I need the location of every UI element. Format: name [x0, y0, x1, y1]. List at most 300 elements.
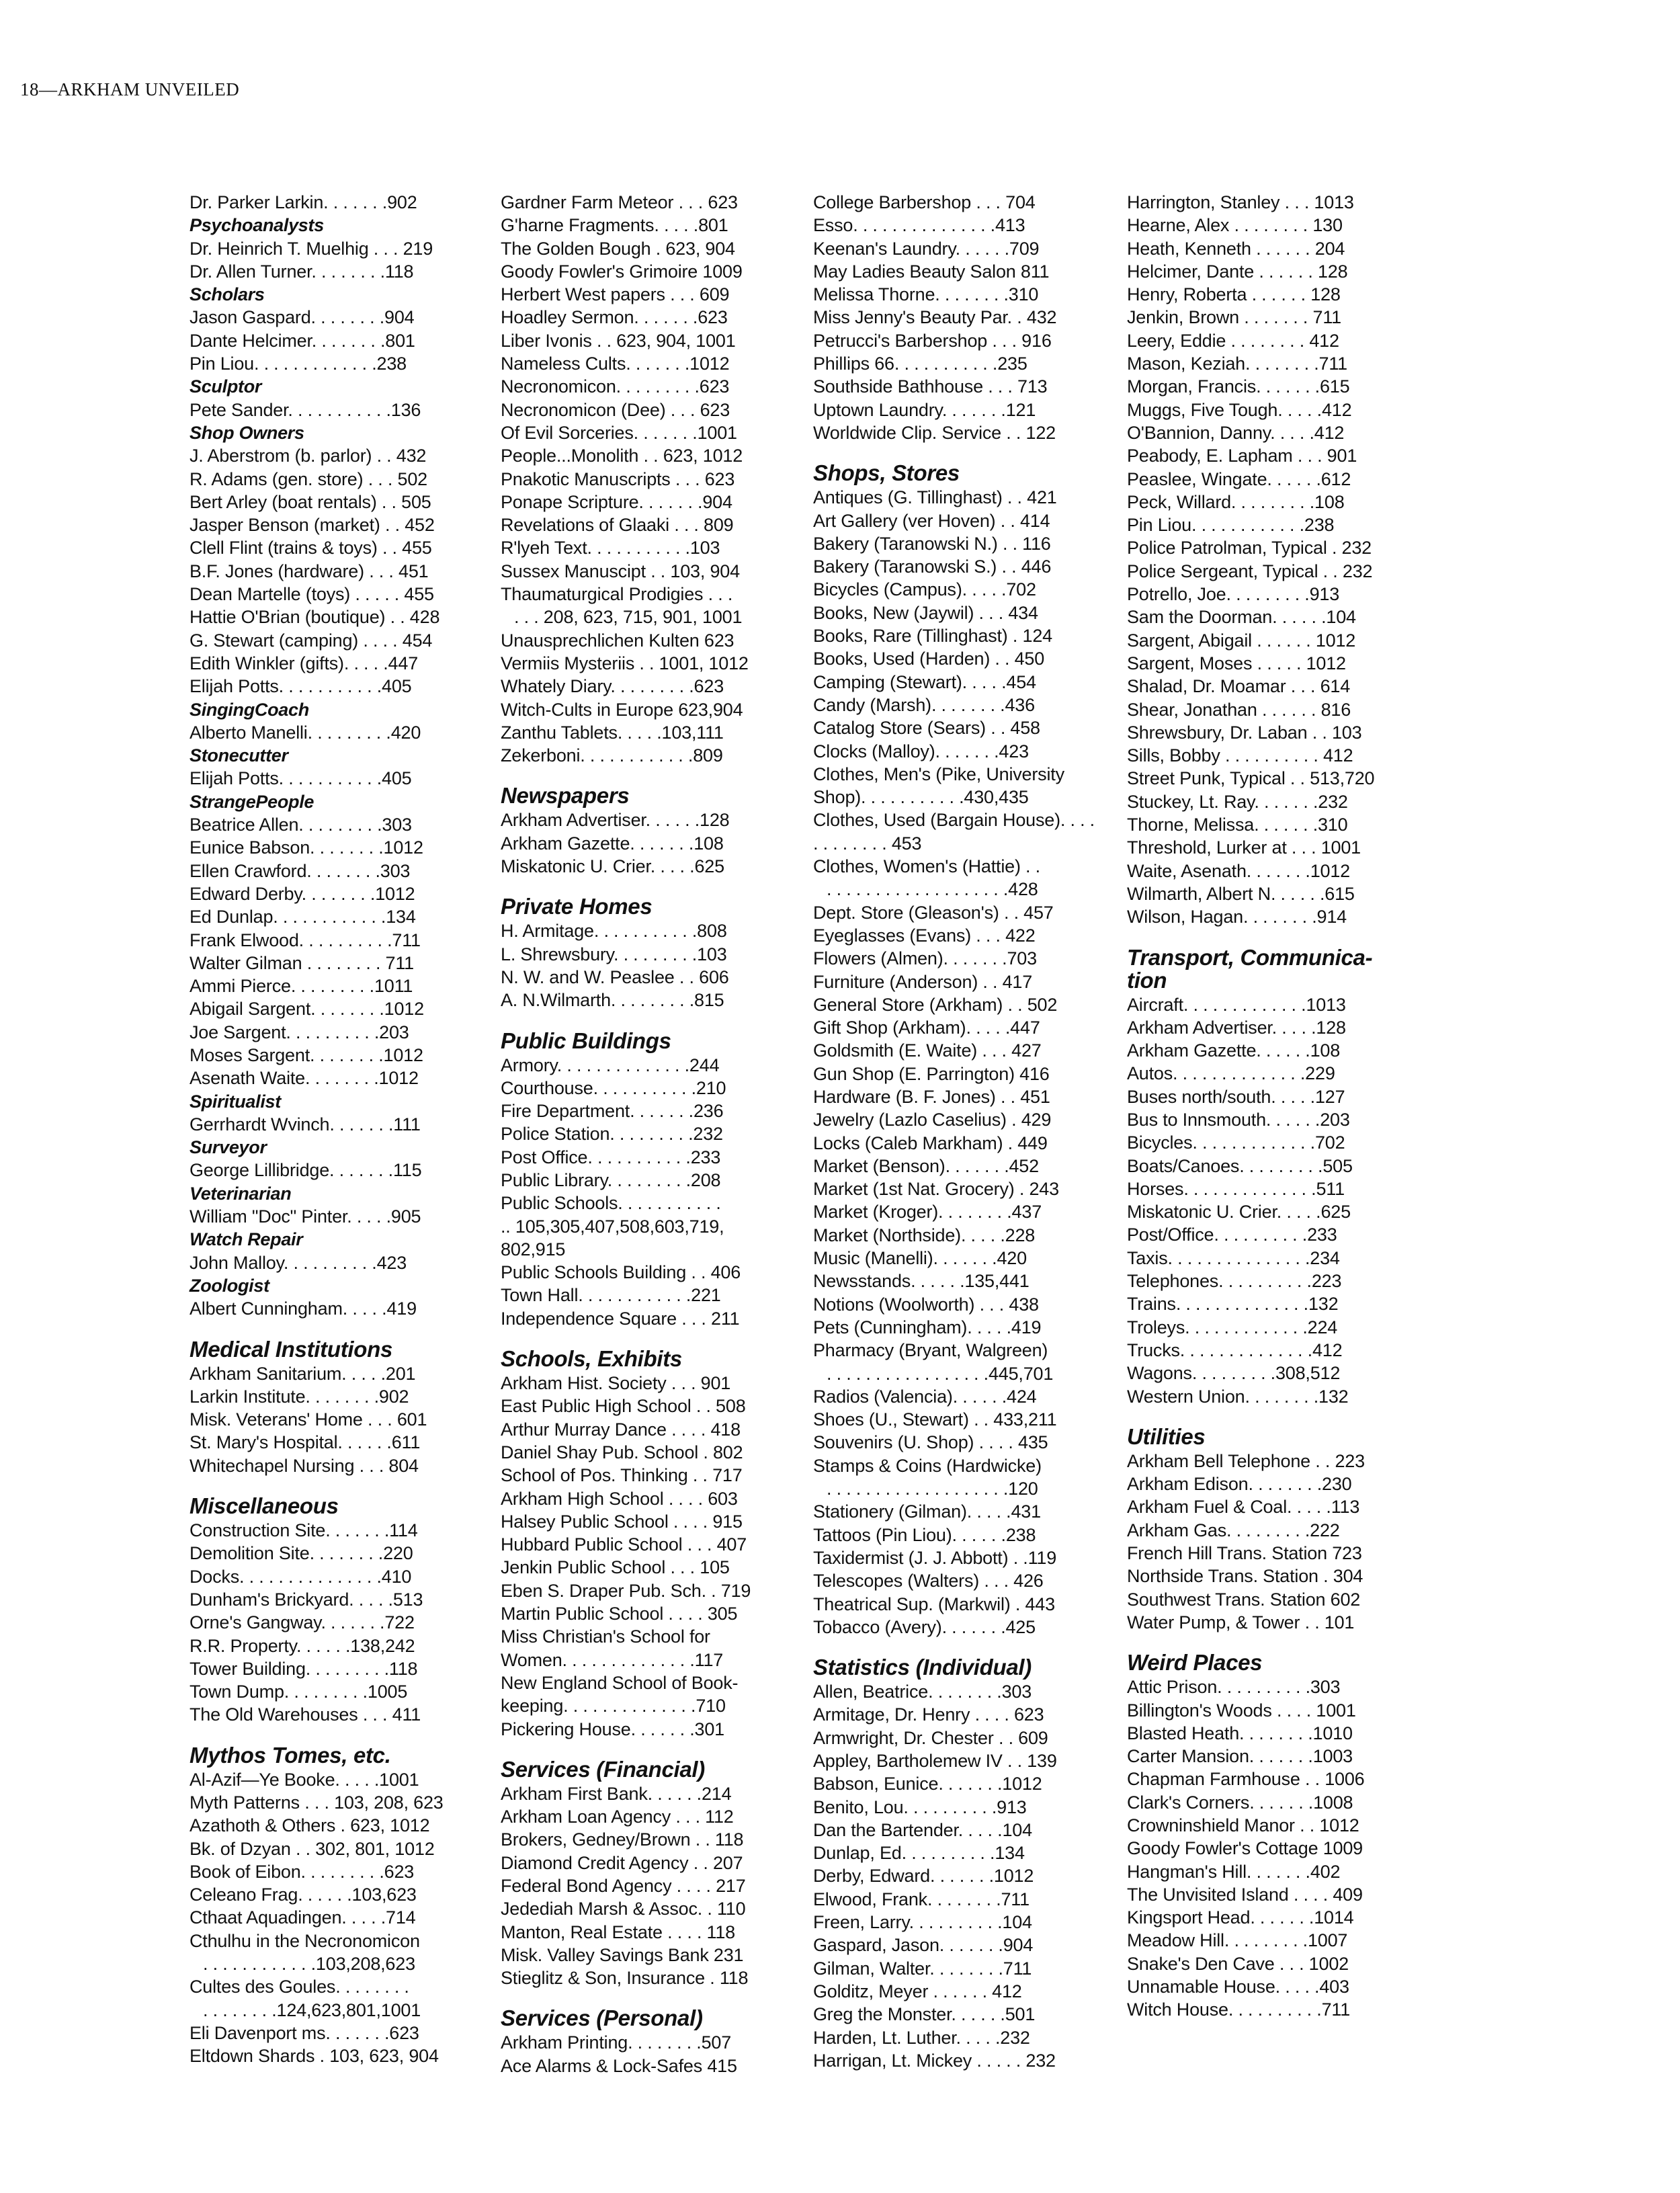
index-entry: Autos. . . . . . . . . . . . . .229 [1127, 1063, 1335, 1084]
index-entry: Dr. Parker Larkin. . . . . . .902 [190, 192, 417, 212]
page-header: 18—ARKHAM UNVEILED [20, 79, 240, 99]
index-entry: Potrello, Joe. . . . . . . . .913 [1127, 584, 1340, 605]
index-entry: Harrington, Stanley . . . 1013 [1127, 192, 1354, 212]
index-entry: Jenkin Public School . . . 105 [501, 1557, 730, 1578]
index-entry: H. Armitage. . . . . . . . . . .808 [501, 921, 727, 942]
index-entry: Boats/Canoes. . . . . . . . .505 [1127, 1155, 1353, 1176]
index-entry: Dr. Heinrich T. Muelhig . . . 219 [190, 238, 433, 259]
index-entry: Public Schools. . . . . . . . . . . [501, 1193, 721, 1214]
index-entry: Street Punk, Typical . . 513,720 [1127, 768, 1375, 789]
section-heading: Utilities [1127, 1423, 1206, 1449]
index-entry: Shoes (U., Stewart) . . 433,211 [813, 1409, 1057, 1430]
index-entry: Gilman, Walter. . . . . . . .711 [813, 1958, 1032, 1979]
index-entry: Armitage, Dr. Henry . . . . 623 [813, 1704, 1044, 1725]
index-entry: Zekerboni. . . . . . . . . . . .809 [501, 745, 723, 766]
index-entry: Federal Bond Agency . . . . 217 [501, 1876, 746, 1896]
index-entry: Greg the Monster. . . . . .501 [813, 2004, 1036, 2025]
index-entry: Police Station. . . . . . . . .232 [501, 1124, 723, 1145]
index-entry: Radios (Valencia). . . . . .424 [813, 1386, 1037, 1407]
index-entry: Sills, Bobby . . . . . . . . . . 412 [1127, 745, 1353, 766]
index-entry: Witch-Cults in Europe 623,904 [501, 699, 743, 720]
index-entry: L. Shrewsbury. . . . . . . . .103 [501, 944, 727, 964]
index-entry: Clothes, Men's (Pike, University Shop). . . . . . . . . . .430,435 [813, 763, 1064, 808]
index-entry: Whately Diary. . . . . . . . .623 [501, 676, 724, 697]
index-entry: Stamps & Coins (Hardwicke) [813, 1455, 1042, 1476]
index-entry: Docks. . . . . . . . . . . . . . .410 [190, 1566, 412, 1587]
index-entry: Misk. Valley Savings Bank 231 [501, 1944, 744, 1965]
index-entry: Bakery (Taranowski N.) . . 116 [813, 533, 1051, 554]
index-entry: Construction Site. . . . . . .114 [190, 1520, 418, 1541]
index-entry: May Ladies Beauty Salon 811 [813, 261, 1050, 282]
index-entry: Arkham Hist. Society . . . 901 [501, 1373, 731, 1394]
index-entry: Gift Shop (Arkham). . . . .447 [813, 1018, 1040, 1038]
index-entry: Henry, Roberta . . . . . . 128 [1127, 284, 1341, 305]
index-entry: Gerrhardt Wvinch. . . . . . .111 [190, 1114, 421, 1134]
index-entry: Stieglitz & Son, Insurance . 118 [501, 1968, 749, 1989]
index-entry: Beatrice Allen. . . . . . . . .303 [190, 815, 412, 835]
index-entry: Esso. . . . . . . . . . . . . . .413 [813, 215, 1025, 236]
index-entry: Pete Sander. . . . . . . . . . .136 [190, 399, 421, 420]
index-entry: Taxis. . . . . . . . . . . . . . .234 [1127, 1247, 1340, 1268]
index-entry: Wagons. . . . . . . . .308,512 [1127, 1363, 1341, 1384]
index-entry: Catalog Store (Sears) . . 458 [813, 718, 1040, 739]
index-entry: Cthaat Aquadingen. . . . .714 [190, 1907, 416, 1928]
index-entry: Pin Liou. . . . . . . . . . . . .238 [190, 354, 407, 374]
index-entry: Tobacco (Avery). . . . . . .425 [813, 1616, 1036, 1637]
index-entry: Larkin Institute. . . . . . . .902 [190, 1386, 409, 1407]
index-entry: Dante Helcimer. . . . . . . .801 [190, 330, 415, 351]
index-entry: Eli Davenport ms. . . . . . .623 [190, 2022, 419, 2043]
index-entry: Bicycles (Campus). . . . .702 [813, 579, 1036, 600]
index-entry: Elijah Potts. . . . . . . . . . .405 [190, 768, 412, 789]
section-heading: Statistics (Individual) [813, 1655, 1032, 1680]
index-entry: French Hill Trans. Station 723 [1127, 1543, 1362, 1564]
subheading: Scholars [190, 284, 265, 305]
index-entry: Newsstands. . . . . .135,441 [813, 1271, 1030, 1292]
index-entry: Miskatonic U. Crier. . . . .625 [1127, 1202, 1351, 1223]
section-heading: Schools, Exhibits [501, 1346, 682, 1372]
index-entry: Eben S. Draper Pub. Sch. . 719 [501, 1580, 751, 1601]
index-entry: Harden, Lt. Luther. . . . .232 [813, 2027, 1030, 2048]
index-entry: Mason, Keziah. . . . . . . .711 [1127, 354, 1347, 374]
index-entry-continuation: . . . . . . . . . . . . . . . . . . .428 [827, 879, 1038, 900]
index-entry: Bakery (Taranowski S.) . . 446 [813, 556, 1052, 577]
index-entry: Jenkin, Brown . . . . . . . 711 [1127, 307, 1341, 328]
index-entry: Jasper Benson (market) . . 452 [190, 515, 435, 536]
index-entry: Blasted Heath. . . . . . . .1010 [1127, 1723, 1353, 1743]
index-entry: Herbert West papers . . . 609 [501, 284, 730, 305]
index-entry: General Store (Arkham) . . 502 [813, 994, 1058, 1015]
index-entry: G. Stewart (camping) . . . . 454 [190, 630, 433, 651]
index-entry: Liber Ivonis . . 623, 904, 1001 [501, 330, 736, 351]
index-entry: Hoadley Sermon. . . . . . .623 [501, 307, 728, 328]
section-heading: Transport, Communica-tion [1127, 944, 1373, 993]
index-entry: Meadow Hill. . . . . . . . .1007 [1127, 1930, 1348, 1951]
index-entry: Arkham Gazette. . . . . .108 [1127, 1040, 1341, 1061]
index-entry: Frank Elwood. . . . . . . . . .711 [190, 929, 421, 950]
index-entry: William "Doc" Pinter. . . . .905 [190, 1206, 421, 1227]
index-entry: George Lillibridge. . . . . . .115 [190, 1160, 422, 1181]
subheading: SingingCoach [190, 699, 309, 720]
index-entry: Wilson, Hagan. . . . . . . .914 [1127, 907, 1347, 927]
subheading: Veterinarian [190, 1183, 292, 1204]
index-entry: Babson, Eunice. . . . . . .1012 [813, 1774, 1042, 1794]
index-entry: Market (Benson). . . . . . .452 [813, 1155, 1039, 1176]
index-entry: Necronomicon (Dee) . . . 623 [501, 399, 730, 420]
index-entry: Arkham Fuel & Coal. . . . .113 [1127, 1497, 1360, 1518]
index-entry: Crowninshield Manor . . 1012 [1127, 1815, 1359, 1835]
index-entry: Eunice Babson. . . . . . . .1012 [190, 837, 423, 858]
index-entry: Locks (Caleb Markham) . 449 [813, 1132, 1048, 1153]
index-entry: Petrucci's Barbershop . . . 916 [813, 330, 1052, 351]
index-entry: Telescopes (Walters) . . . 426 [813, 1571, 1044, 1591]
index-entry: Miss Christian's School for [501, 1626, 710, 1647]
index-entry: Bert Arley (boat rentals) . . 505 [190, 491, 431, 512]
index-entry: Arthur Murray Dance . . . . 418 [501, 1419, 741, 1440]
index-entry: Books, New (Jaywil) . . . 434 [813, 602, 1038, 623]
index-entry: Town Hall. . . . . . . . . . . .221 [501, 1285, 721, 1306]
index-entry: R'lyeh Text. . . . . . . . . . .103 [501, 538, 720, 558]
index-entry: Bk. of Dzyan . . 302, 801, 1012 [190, 1838, 435, 1859]
index-entry: Threshold, Lurker at . . . 1001 [1127, 837, 1361, 858]
index-entry: Post Office. . . . . . . . . . .233 [501, 1147, 721, 1167]
index-entry: Northside Trans. Station . 304 [1127, 1566, 1363, 1587]
index-entry: Asenath Waite. . . . . . . .1012 [190, 1068, 419, 1089]
index-entry: Jason Gaspard. . . . . . . .904 [190, 307, 415, 328]
index-entry: Morgan, Francis. . . . . . .615 [1127, 376, 1350, 397]
index-entry: Candy (Marsh). . . . . . . .436 [813, 694, 1035, 715]
index-entry: Arkham Sanitarium. . . . .201 [190, 1363, 416, 1384]
index-entry: Miss Jenny's Beauty Par. . 432 [813, 307, 1057, 328]
subheading: Zoologist [190, 1275, 269, 1296]
index-entry: Pickering House. . . . . . .301 [501, 1719, 724, 1739]
index-entry: Manton, Real Estate . . . . 118 [501, 1921, 735, 1942]
index-entry: Clocks (Malloy). . . . . . .423 [813, 741, 1029, 761]
index-entry: Snake's Den Cave . . . 1002 [1127, 1953, 1349, 1974]
index-entry: Joe Sargent. . . . . . . . . .203 [190, 1022, 409, 1042]
index-entry: The Old Warehouses . . . 411 [190, 1704, 421, 1725]
index-entry: Vermiis Mysteriis . . 1001, 1012 [501, 653, 749, 673]
index-entry: Theatrical Sup. (Markwil) . 443 [813, 1594, 1055, 1614]
section-heading: Miscellaneous [190, 1493, 339, 1519]
index-entry: Books, Used (Harden) . . 450 [813, 649, 1045, 669]
index-entry: Taxidermist (J. J. Abbott) . .119 [813, 1547, 1057, 1568]
index-entry: Albert Cunningham. . . . .419 [190, 1298, 417, 1319]
index-entry: Elwood, Frank. . . . . . . .711 [813, 1889, 1030, 1909]
index-entry: Notions (Woolworth) . . . 438 [813, 1294, 1039, 1315]
index-entry: Southwest Trans. Station 602 [1127, 1589, 1361, 1610]
index-entry: Jewelry (Lazlo Caselius) . 429 [813, 1110, 1052, 1130]
index-entry: Arkham Loan Agency . . . 112 [501, 1807, 734, 1827]
section-heading: Medical Institutions [190, 1336, 393, 1362]
index-entry: Books, Rare (Tillinghast) . 124 [813, 626, 1052, 647]
index-entry: Kingsport Head. . . . . . .1014 [1127, 1907, 1354, 1928]
index-entry: Tower Building. . . . . . . . .118 [190, 1658, 418, 1679]
index-entry: Market (1st Nat. Grocery) . 243 [813, 1179, 1059, 1200]
index-entry: Worldwide Clip. Service . . 122 [813, 422, 1056, 443]
index-entry: Cthulhu in the Necronomicon [190, 1930, 420, 1951]
index-entry: Freen, Larry. . . . . . . . . .104 [813, 1912, 1032, 1933]
index-entry: Arkham Gas. . . . . . . . .222 [1127, 1520, 1340, 1540]
index-entry: Waite, Asenath. . . . . . .1012 [1127, 860, 1350, 881]
index-entry: Horses. . . . . . . . . . . . . .511 [1127, 1178, 1345, 1199]
index-entry: Arkham Advertiser. . . . .128 [1127, 1017, 1346, 1038]
subheading: Stonecutter [190, 745, 288, 766]
index-entry: Western Union. . . . . . . .132 [1127, 1386, 1349, 1407]
index-entry: Independence Square . . . 211 [501, 1308, 740, 1329]
index-entry: Allen, Beatrice. . . . . . . .303 [813, 1682, 1032, 1702]
index-entry: Martin Public School . . . . 305 [501, 1604, 738, 1624]
index-entry: Pets (Cunningham). . . . .419 [813, 1317, 1042, 1337]
index-entry: A. N.Wilmarth. . . . . . . . .815 [501, 990, 724, 1011]
index-entry: J. Aberstrom (b. parlor) . . 432 [190, 446, 427, 466]
index-entry: Trains. . . . . . . . . . . . . .132 [1127, 1294, 1339, 1315]
index-entry: Dean Martelle (toys) . . . . . 455 [190, 584, 434, 605]
index-entry: Clark's Corners. . . . . . .1008 [1127, 1792, 1353, 1813]
index-entry: Peabody, E. Lapham . . . 901 [1127, 446, 1357, 466]
index-entry: Nameless Cults. . . . . . .1012 [501, 354, 730, 374]
index-entry: Public Schools Building . . 406 [501, 1262, 741, 1283]
index-entry: G'harne Fragments. . . . .801 [501, 215, 728, 236]
index-entry: Azathoth & Others . 623, 1012 [190, 1815, 430, 1836]
index-entry: Furniture (Anderson) . . 417 [813, 971, 1033, 992]
index-entry: College Barbershop . . . 704 [813, 192, 1036, 212]
index-entry: Orne's Gangway. . . . . . .722 [190, 1612, 415, 1633]
index-entry: Jedediah Marsh & Assoc. . 110 [501, 1899, 746, 1919]
index-entry: Ellen Crawford. . . . . . . .303 [190, 860, 411, 881]
index-entry: Necronomicon. . . . . . . . .623 [501, 376, 730, 397]
index-entry: Trucks. . . . . . . . . . . . . .412 [1127, 1339, 1343, 1360]
index-entry: R.R. Property. . . . . .138,242 [190, 1635, 415, 1656]
index-entry: Whitechapel Nursing . . . 804 [190, 1455, 419, 1476]
index-entry: Gardner Farm Meteor . . . 623 [501, 192, 738, 212]
index-entry-continuation: . . . . . . . . . . . . . . . . . . .120 [827, 1479, 1038, 1499]
index-entry: Alberto Manelli. . . . . . . . .420 [190, 722, 421, 743]
index-entry: The Golden Bough . 623, 904 [501, 238, 735, 259]
index-entry: Arkham First Bank. . . . . .214 [501, 1783, 732, 1804]
index-entry: Clell Flint (trains & toys) . . 455 [190, 538, 432, 558]
index-entry: Gaspard, Jason. . . . . . .904 [813, 1935, 1034, 1956]
index-entry: Dan the Bartender. . . . .104 [813, 1819, 1032, 1840]
index-entry: Stuckey, Lt. Ray. . . . . . .232 [1127, 791, 1348, 812]
subheading: Spiritualist [190, 1091, 281, 1112]
subheading: Shop Owners [190, 422, 304, 443]
index-entry: East Public High School . . 508 [501, 1396, 746, 1417]
index-entry: Telephones. . . . . . . . . .223 [1127, 1271, 1342, 1292]
index-entry: Sam the Doorman. . . . . .104 [1127, 607, 1356, 628]
index-entry: Armwright, Dr. Chester . . 609 [813, 1727, 1048, 1748]
index-column-2 [501, 191, 769, 2077]
index-entry: Brokers, Gedney/Brown . . 118 [501, 1829, 744, 1850]
subheading: Sculptor [190, 376, 262, 397]
section-heading: Private Homes [501, 894, 653, 919]
subheading: StrangePeople [190, 791, 314, 812]
index-entry: Ammi Pierce. . . . . . . . .1011 [190, 976, 413, 997]
index-entry: Helcimer, Dante . . . . . . 128 [1127, 261, 1348, 282]
index-entry: Phillips 66. . . . . . . . . . .235 [813, 354, 1027, 374]
index-entry: Shear, Jonathan . . . . . . 816 [1127, 699, 1351, 720]
index-entry: Diamond Credit Agency . . 207 [501, 1852, 743, 1873]
index-entry: Unnamable House. . . . .403 [1127, 1977, 1349, 1997]
index-entry: Art Gallery (ver Hoven) . . 414 [813, 510, 1050, 531]
index-entry: Bicycles. . . . . . . . . . . . .702 [1127, 1132, 1345, 1153]
index-entry: Derby, Edward. . . . . . .1012 [813, 1866, 1034, 1887]
index-entry: Billington's Woods . . . . 1001 [1127, 1700, 1356, 1721]
index-column-1 [190, 191, 458, 2068]
index-entry: Celeano Frag. . . . . .103,623 [190, 1885, 417, 1905]
index-entry: Unausprechlichen Kulten 623 [501, 630, 734, 651]
index-entry: Misk. Veterans' Home . . . 601 [190, 1409, 427, 1430]
index-entry: Hearne, Alex . . . . . . . . 130 [1127, 215, 1343, 236]
subheading: Surveyor [190, 1137, 267, 1158]
section-heading: Services (Personal) [501, 2005, 703, 2031]
index-entry: Sussex Manuscipt . . 103, 904 [501, 561, 740, 581]
index-entry: N. W. and W. Peaslee . . 606 [501, 966, 729, 987]
index-entry: People...Monolith . . 623, 1012 [501, 446, 743, 466]
index-entry: Myth Patterns . . . 103, 208, 623 [190, 1792, 444, 1813]
index-entry: R. Adams (gen. store) . . . 502 [190, 468, 427, 489]
index-entry: Arkham Advertiser. . . . . .128 [501, 810, 730, 831]
index-entry: Book of Eibon. . . . . . . . .623 [190, 1861, 415, 1882]
index-entry: Music (Manelli). . . . . . .420 [813, 1248, 1027, 1269]
index-entry: Dunham's Brickyard. . . . .513 [190, 1589, 423, 1610]
index-entry: Town Dump. . . . . . . . .1005 [190, 1682, 408, 1702]
index-entry: Sargent, Moses . . . . . 1012 [1127, 653, 1346, 673]
index-entry: Pin Liou. . . . . . . . . . . .238 [1127, 515, 1335, 536]
index-column-3 [813, 191, 1095, 2072]
index-entry-continuation: . . . . . . . . . . . .103,208,623 [203, 1954, 415, 1975]
index-entry: John Malloy. . . . . . . . . .423 [190, 1252, 407, 1273]
index-entry: Fire Department. . . . . . .236 [501, 1101, 724, 1122]
index-entry: Appley, Bartholemew IV . . 139 [813, 1751, 1057, 1771]
index-entry: Golditz, Meyer . . . . . . 412 [813, 1981, 1022, 2001]
index-entry: Ed Dunlap. . . . . . . . . . . .134 [190, 907, 416, 927]
section-heading: Shops, Stores [813, 460, 960, 486]
index-entry: Water Pump, & Tower . . 101 [1127, 1612, 1355, 1632]
index-entry: Armory. . . . . . . . . . . . . .244 [501, 1054, 720, 1075]
index-entry: B.F. Jones (hardware) . . . 451 [190, 561, 429, 581]
index-entry: Thorne, Melissa. . . . . . .310 [1127, 815, 1348, 835]
index-entry: Clothes, Women's (Hattie) . . [813, 856, 1040, 877]
index-entry: Stationery (Gilman). . . . .431 [813, 1501, 1041, 1522]
index-entry-continuation: . . . . . . . .124,623,801,1001 [203, 1999, 421, 2020]
index-entry: Moses Sargent. . . . . . . .1012 [190, 1044, 423, 1065]
index-entry: Souvenirs (U. Shop) . . . . 435 [813, 1432, 1048, 1453]
index-entry: Edward Derby. . . . . . . .1012 [190, 883, 415, 904]
index-entry: Wilmarth, Albert N. . . . . .615 [1127, 883, 1355, 904]
index-entry: Edith Winkler (gifts). . . . .447 [190, 653, 419, 673]
index-entry: Hardware (B. F. Jones) . . 451 [813, 1086, 1050, 1107]
index-entry: Peaslee, Wingate. . . . . .612 [1127, 468, 1351, 489]
index-entry: .. 105,305,407,508,603,719, 802,915 [501, 1216, 724, 1259]
index-entry: Heath, Kenneth . . . . . . 204 [1127, 238, 1345, 259]
index-entry: Police Patrolman, Typical . 232 [1127, 538, 1372, 558]
index-entry: Eltdown Shards . 103, 623, 904 [190, 2046, 439, 2067]
index-entry: Dept. Store (Gleason's) . . 457 [813, 902, 1054, 923]
index-entry: Al-Azif—Ye Booke. . . . .1001 [190, 1769, 419, 1790]
index-entry: keeping. . . . . . . . . . . . . .710 [501, 1696, 726, 1716]
index-entry: Zanthu Tablets. . . . .103,111 [501, 722, 724, 743]
index-entry: Carter Mansion. . . . . . .1003 [1127, 1746, 1353, 1767]
index-entry: St. Mary's Hospital. . . . . .611 [190, 1432, 421, 1453]
index-entry: Arkham High School . . . . 603 [501, 1488, 738, 1509]
index-entry: Keenan's Laundry. . . . . .709 [813, 238, 1040, 259]
section-heading: Weird Places [1127, 1650, 1263, 1675]
index-entry: School of Pos. Thinking . . 717 [501, 1465, 743, 1486]
index-entry: Police Sergeant, Typical . . 232 [1127, 561, 1373, 581]
index-entry: Dr. Allen Turner. . . . . . . .118 [190, 261, 414, 282]
index-entry: Goody Fowler's Cottage 1009 [1127, 1838, 1363, 1859]
section-heading: Public Buildings [501, 1028, 671, 1053]
index-entry: Arkham Printing. . . . . . . .507 [501, 2032, 732, 2053]
index-entry: Walter Gilman . . . . . . . . 711 [190, 952, 414, 973]
section-heading: Services (Financial) [501, 1756, 705, 1782]
section-heading: Newspapers [501, 783, 630, 809]
index-entry: O'Bannion, Danny. . . . .412 [1127, 422, 1345, 443]
index-entry: Post/Office. . . . . . . . . .233 [1127, 1225, 1337, 1245]
index-entry: Halsey Public School . . . . 915 [501, 1511, 743, 1532]
index-entry: Gun Shop (E. Parrington) 416 [813, 1063, 1050, 1084]
index-entry: Ace Alarms & Lock-Safes 415 [501, 2055, 737, 2076]
index-entry: Shalad, Dr. Moamar . . . 614 [1127, 676, 1351, 697]
index-entry: Demolition Site. . . . . . . .220 [190, 1543, 413, 1564]
index-entry: Hubbard Public School . . . 407 [501, 1534, 747, 1555]
index-entry: Revelations of Glaaki . . . 809 [501, 515, 734, 536]
index-entry: Pnakotic Manuscripts . . . 623 [501, 468, 735, 489]
index-entry: Cultes des Goules. . . . . . . . [190, 1977, 409, 1997]
index-entry: Muggs, Five Tough. . . . .412 [1127, 399, 1352, 420]
subheading: Psychoanalysts [190, 215, 324, 236]
index-entry: Witch House. . . . . . . . . .711 [1127, 1999, 1351, 2020]
index-entry: Market (Kroger). . . . . . . .437 [813, 1202, 1042, 1223]
index-entry: Pharmacy (Bryant, Walgreen) [813, 1340, 1048, 1361]
index-entry: Of Evil Sorceries. . . . . . .1001 [501, 422, 737, 443]
index-entry: Harrigan, Lt. Mickey . . . . . 232 [813, 2050, 1056, 2071]
index-entry: Aircraft. . . . . . . . . . . . .1013 [1127, 994, 1346, 1015]
index-entry: Hattie O'Brian (boutique) . . 428 [190, 607, 440, 628]
index-entry: Sargent, Abigail . . . . . . 1012 [1127, 630, 1356, 651]
index-entry: Goldsmith (E. Waite) . . . 427 [813, 1040, 1042, 1061]
index-entry: Flowers (Almen). . . . . . .703 [813, 948, 1037, 969]
index-entry: Arkham Bell Telephone . . 223 [1127, 1450, 1365, 1471]
index-entry: Goody Fowler's Grimoire 1009 [501, 261, 743, 282]
index-entry: Uptown Laundry. . . . . . .121 [813, 399, 1036, 420]
index-entry: Public Library. . . . . . . . .208 [501, 1169, 721, 1190]
index-entry-continuation: . . . 208, 623, 715, 901, 1001 [514, 607, 743, 628]
index-entry: Miskatonic U. Crier. . . . .625 [501, 856, 724, 877]
index-entry: Abigail Sargent. . . . . . . .1012 [190, 999, 424, 1020]
index-entry: Antiques (G. Tillinghast) . . 421 [813, 487, 1057, 508]
index-entry: Buses north/south. . . . .127 [1127, 1086, 1345, 1107]
index-entry: Bus to Innsmouth. . . . . .203 [1127, 1109, 1350, 1130]
index-entry: The Unvisited Island . . . . 409 [1127, 1884, 1363, 1905]
index-entry: Courthouse. . . . . . . . . . .210 [501, 1077, 726, 1098]
index-entry: Peck, Willard. . . . . . . . .108 [1127, 491, 1345, 512]
index-entry: Clothes, Used (Bargain House). . . . . . . . . . . . 453 [813, 810, 1095, 854]
index-entry: Market (Northside). . . . .228 [813, 1225, 1036, 1245]
section-heading: Mythos Tomes, etc. [190, 1742, 391, 1768]
index-entry: Benito, Lou. . . . . . . . . .913 [813, 1796, 1027, 1817]
index-entry: Leery, Eddie . . . . . . . . 412 [1127, 330, 1339, 351]
index-column-4 [1127, 191, 1409, 2022]
index-entry: Arkham Edison. . . . . . . .230 [1127, 1474, 1352, 1495]
index-entry: Shrewsbury, Dr. Laban . . 103 [1127, 722, 1362, 743]
index-entry-continuation: . . . . . . . . . . . . . . . . .445,701 [827, 1363, 1054, 1384]
index-entry: Women. . . . . . . . . . . . . .117 [501, 1649, 724, 1670]
index-entry: Camping (Stewart). . . . .454 [813, 671, 1036, 692]
index-entry: Troleys. . . . . . . . . . . . .224 [1127, 1317, 1338, 1337]
index-entry: Thaumaturgical Prodigies . . . [501, 584, 733, 605]
